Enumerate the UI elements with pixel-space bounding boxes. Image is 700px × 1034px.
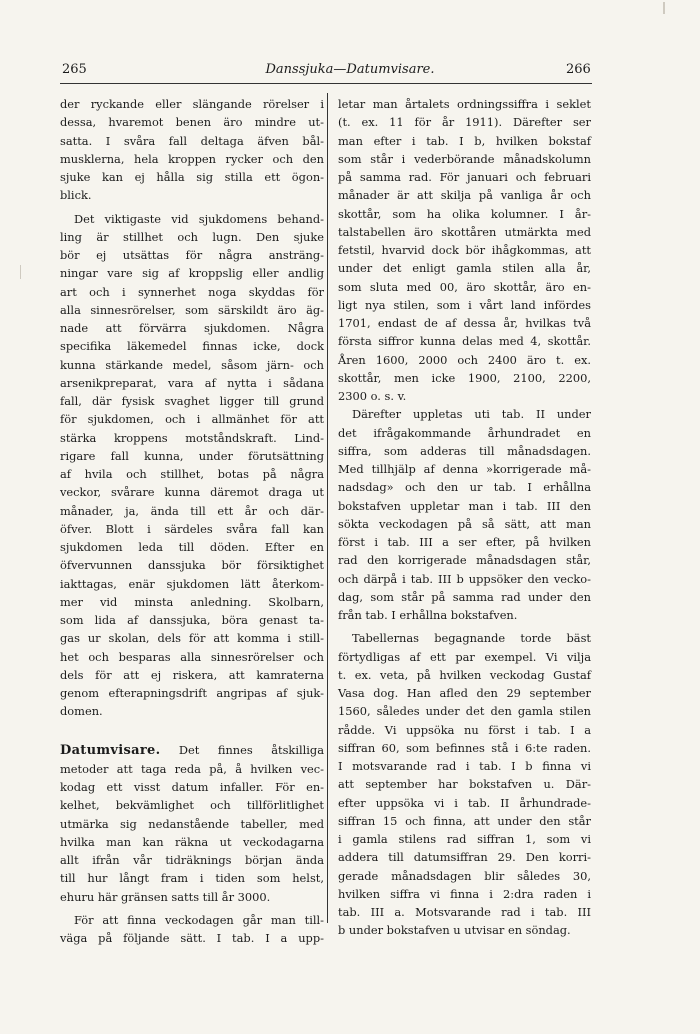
text-line: allt ifrån vår tidräknings början ända	[60, 853, 324, 867]
text-line: der ryckande eller slängande rörelser i	[60, 97, 324, 111]
text-line: blick.	[60, 188, 92, 203]
text-line: gerade månadsdagen blir således 30,	[338, 868, 591, 883]
text-line: öfvervunnen danssjuka bör försiktighet	[60, 558, 324, 573]
text-run: Det finnes åtskilliga	[160, 742, 324, 757]
text-line: rådde. Vi uppsöka nu först i tab. I a	[338, 722, 591, 737]
text-line: kodag ett visst datum infaller. För en-	[60, 780, 324, 794]
text-line: hvilka man kan räkna ut veckodagarna	[60, 834, 324, 849]
text-line: månader, ja, ända till ett år och där-	[60, 503, 324, 518]
text-line: För att finna veckodagen går man till-	[74, 912, 324, 927]
text-line: bör ej utsättas för några ansträng-	[60, 248, 324, 262]
paragraph	[60, 95, 324, 205]
text-line: ningar vare sig af kroppslig eller andlig	[60, 266, 324, 281]
text-line: dessa, hvaremot benen äro mindre ut-	[60, 115, 324, 130]
text-line: 2300 o. s. v.	[338, 389, 407, 403]
text-line: talstabellen äro skottåren utmärkta med	[338, 224, 591, 239]
paragraph	[338, 405, 591, 624]
text-line: sökta veckodagen på så sätt, att man	[338, 516, 591, 531]
text-line: ehuru här gränsen satts till år 3000.	[60, 889, 271, 904]
text-line: Åren 1600, 2000 och 2400 äro t. ex.	[338, 352, 591, 367]
text-line: från tab. I erhållna bokstafven.	[338, 608, 518, 622]
text-line: mer vid minsta anledning. Skolbarn,	[60, 594, 324, 609]
text-line: satta. I svåra fall deltaga äfven bål-	[60, 133, 324, 148]
text-line: musklerna, hela kroppen rycker och den	[60, 151, 324, 166]
left-page-number: 265	[62, 62, 87, 77]
text-line: letar man årtalets ordningssiffra i seklet	[338, 97, 591, 111]
text-line: öfver. Blott i särdeles svåra fall kan	[60, 521, 324, 536]
paragraph	[60, 911, 324, 948]
text-line: att september har bokstafven u. Där-	[338, 777, 591, 792]
left-column	[60, 95, 324, 947]
text-line: sjukdomen leda till döden. Efter en	[60, 540, 324, 554]
text-line: (t. ex. 11 för år 1911). Därefter ser	[338, 115, 591, 130]
text-line: fetstil, hvarvid dock bör ihågkommas, att	[338, 243, 591, 257]
text-line: t. ex. veta, på hvilken veckodag Gustaf	[338, 667, 591, 682]
text-line: Därefter uppletas uti tab. II under	[352, 407, 591, 422]
text-line: rigare fall kunna, under förutsättning	[60, 448, 324, 463]
text-line: siffra, som adderas till månadsdagen.	[338, 443, 591, 458]
text-line: hvilken siffra vi finna i 2:dra raden i	[338, 886, 591, 901]
text-line: bokstafven uppletar man i tab. III den	[338, 498, 591, 513]
text-line: af hvila och stillhet, botas på några	[60, 467, 324, 481]
text-line: I motsvarande rad i tab. I b finna vi	[338, 759, 591, 773]
text-line: i gamla stilens rad siffran 1, som vi	[338, 832, 591, 846]
text-line: b under bokstafven u utvisar en söndag.	[338, 923, 571, 938]
text-line: siffran 60, som befinnes stå i 6:te raden.	[338, 740, 591, 755]
section-heading: Datumvisare.	[60, 742, 161, 758]
text-line: iakttagas, enär sjukdomen lätt återkom-	[60, 576, 324, 591]
text-line: och därpå i tab. III b uppsöker den vecko-	[338, 571, 591, 586]
paragraph	[338, 95, 591, 405]
text-line: domen.	[60, 704, 103, 719]
text-line: skottår, men icke 1900, 2100, 2200,	[338, 370, 591, 385]
margin-mark	[663, 2, 665, 14]
text-line: det ifrågakommande århundradet en	[338, 425, 591, 440]
text-line: Med tillhjälp af denna »korrigerade må-	[338, 462, 591, 476]
text-line: fall, där fysisk svaghet ligger till grund	[60, 394, 324, 408]
right-column	[338, 95, 591, 940]
paragraph	[60, 210, 324, 721]
text-line: till hur långt fram i tiden som helst,	[60, 871, 324, 886]
text-line: alla sinnesrörelser, som särskildt äro äg-	[60, 302, 324, 317]
paragraph	[60, 741, 324, 906]
text-line: som lida af danssjuka, böra genast ta-	[60, 613, 324, 627]
text-line: under det enligt gamla stilen alla år,	[338, 261, 591, 276]
text-line: ling är stillhet och lugn. Den sjuke	[60, 229, 324, 244]
text-line: nade att förvärra sjukdomen. Några	[60, 321, 324, 335]
text-line: utmärka sig nedanstående tabeller, med	[60, 816, 324, 831]
text-line: stärka kroppens motståndskraft. Lind-	[60, 430, 324, 445]
right-page-number: 266	[566, 62, 591, 77]
text-line: dels för att ej riskera, att kamraterna	[60, 667, 324, 682]
header-rule	[60, 83, 592, 84]
running-title: Danssjuka—Datumvisare.	[265, 62, 435, 77]
text-line: kunna stärkande medel, såsom järn- och	[60, 357, 324, 372]
text-line: nadsdag» och den ur tab. I erhållna	[338, 480, 591, 495]
text-line	[60, 741, 324, 760]
text-line: addera till datumsiffran 29. Den korri-	[338, 850, 591, 865]
text-line: 1701, endast de af dessa år, hvilkas två	[338, 316, 591, 330]
text-line: förtydligas af ett par exempel. Vi vilja	[338, 649, 591, 664]
text-line: arsenikpreparat, vara af nytta i sådana	[60, 375, 324, 390]
text-line: tab. III a. Motsvarande rad i tab. III	[338, 905, 591, 919]
text-line: rad den korrigerade månadsdagen står,	[338, 553, 591, 568]
text-line: metoder att taga reda på, å hvilken vec-	[60, 761, 324, 776]
text-line: gas ur skolan, dels för att komma i still-	[60, 631, 324, 646]
text-line: Det viktigaste vid sjukdomens behand-	[74, 211, 324, 226]
text-line: siffran 15 och finna, att under den står	[338, 813, 591, 828]
text-line: Tabellernas begagnande torde bäst	[352, 631, 591, 646]
text-line: specifika läkemedel finnas icke, dock	[60, 339, 324, 354]
column-divider	[327, 93, 328, 923]
text-line: skottår, som ha olika kolumner. I år-	[338, 206, 591, 221]
text-line: sjuke kan ej hålla sig stilla ett ögon-	[60, 170, 324, 184]
text-line: veckor, svårare kunna däremot draga ut	[60, 485, 324, 500]
text-line: väga på följande sätt. I tab. I a upp-	[60, 931, 324, 945]
text-line: man efter i tab. I b, hvilken bokstaf	[338, 133, 591, 148]
text-line: art och i synnerhet noga skyddas för	[60, 284, 324, 299]
text-line: som sluta med 00, äro skottår, äro en-	[338, 279, 591, 294]
margin-mark	[20, 265, 21, 279]
text-line: månader är att skilja på vanliga år och	[338, 188, 591, 203]
text-line: först i tab. III a ser efter, på hvilken	[338, 535, 591, 549]
text-line: efter uppsöka vi i tab. II århundrade-	[338, 795, 591, 810]
text-line: dag, som står på samma rad under den	[338, 589, 591, 604]
text-line: Vasa dog. Han afled den 29 september	[338, 686, 591, 700]
text-line: första siffror kunna delas med 4, skottår.	[338, 334, 591, 349]
text-line: genom efterapningsdrift angripas af sjuk-	[60, 686, 324, 700]
text-line: ligt nya stilen, som i vårt land infördes	[338, 297, 591, 312]
paragraph	[338, 629, 591, 939]
text-line: 1560, således under det den gamla stilen	[338, 704, 591, 719]
text-line: för sjukdomen, och i allmänhet för att	[60, 412, 324, 427]
text-line: på samma rad. För januari och februari	[338, 170, 591, 184]
text-line: het och besparas alla sinnesrörelser och	[60, 649, 324, 664]
text-line: kelhet, bekvämlighet och tillförlitlighet	[60, 798, 324, 813]
text-line: som står i vederbörande månadskolumn	[338, 151, 591, 166]
